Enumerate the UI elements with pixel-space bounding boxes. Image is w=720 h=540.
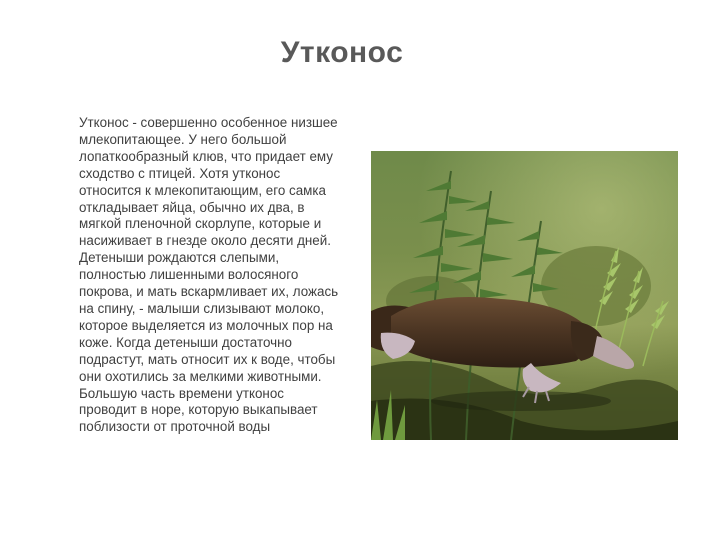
platypus-photo — [371, 151, 678, 440]
slide-title: Утконос — [280, 36, 404, 69]
slide-body-text: Утконос - совершенно особенное низшее млекопитающее. У него большой лопаткообразный клюв, что придает ему сходство с птицей. Хотя утконос относится к млекопитающим, его самка откладывает яйца, обычно их два, в мягкой пленочной скорлупе, которые и насиживает в гнезде около десяти дней. Детеныши рождаются слепыми, полностью лишенными волосяного покрова, и мать вскармливает их, ложась на спину, - малыши слизывают молоко, которое выделяется из молочных пор на коже. Когда детеныши достаточно подрастут, мать относит их к воде, чтобы они охотились за мелкими животными. Большую часть времени утконос проводит в норе, которую выкапывает поблизости от проточной воды — [79, 115, 339, 435]
